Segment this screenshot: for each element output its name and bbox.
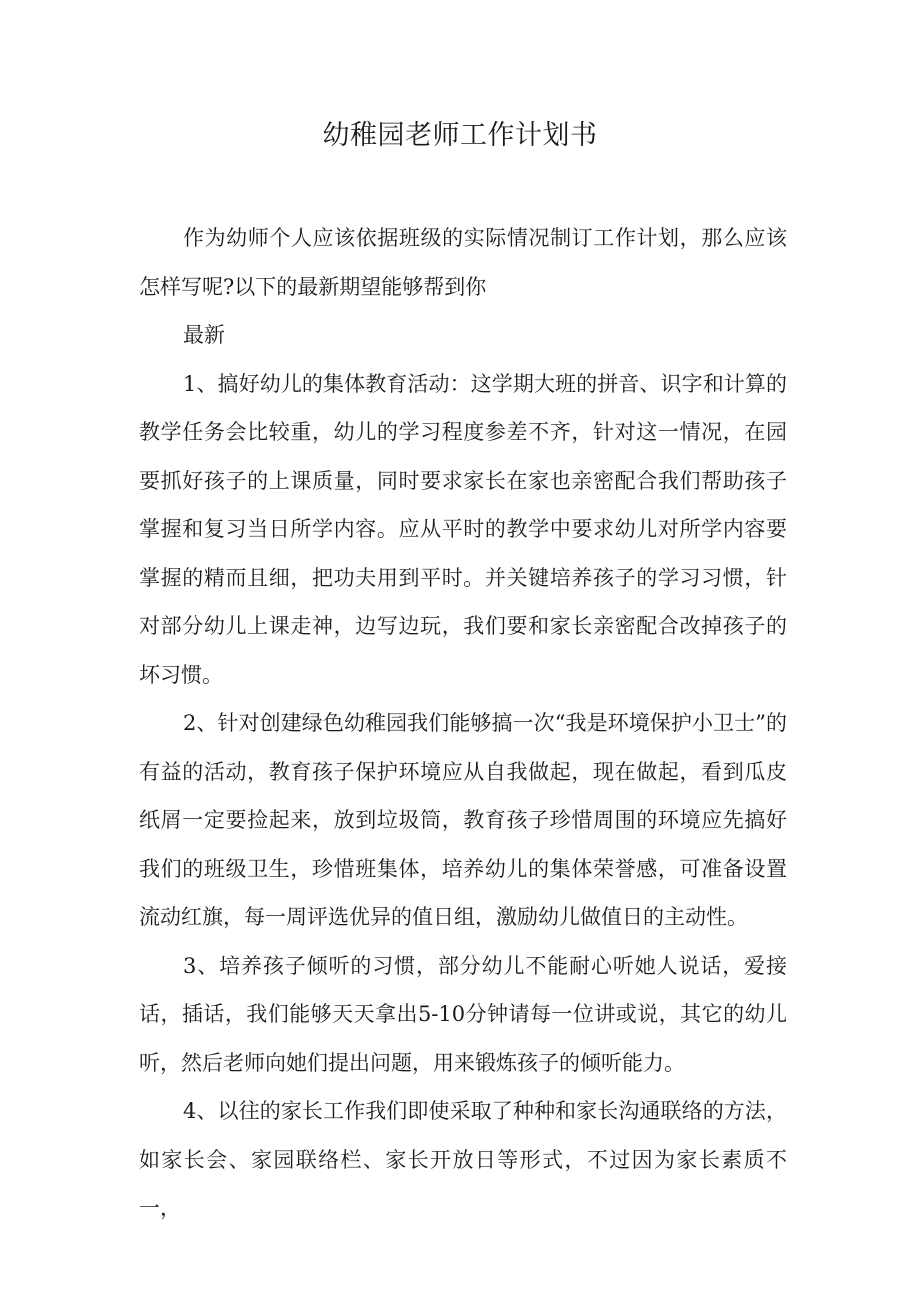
item-1-paragraph: 1、搞好幼儿的集体教育活动：这学期大班的拼音、识字和计算的教学任务会比较重，幼儿的学习程度参差不齐，针对这一情况，在园要抓好孩子的上课质量，同时要求家长在家也亲密配合我们帮助孩子掌握和复习当日所学内容。应从平时的教学中要求幼儿对所学内容要掌握的精而且细，把功夫用到平时。并关键培养孩子的学习习惯，针对部分幼儿上课走神，边写边玩，我们要和家长亲密配合改掉孩子的坏习惯。 (139, 371, 787, 687)
intro-paragraph: 作为幼师个人应该依据班级的实际情况制订工作计划，那么应该怎样写呢?以下的最新期望能够帮到你 (139, 226, 787, 299)
section-heading-paragraph: 最新 (183, 323, 225, 347)
item-4-paragraph: 4、以往的家长工作我们即使采取了种种和家长沟通联络的方法，如家长会、家园联络栏、家长开放日等形式，不过因为家长素质不一， (139, 1099, 787, 1220)
item-2-paragraph: 2、针对创建绿色幼稚园我们能够搞一次“我是环境保护小卫士”的有益的活动，教育孩子保护环境应从自我做起，现在做起，看到瓜皮纸屑一定要捡起来，放到垃圾筒，教育孩子珍惜周围的环境应先搞好我们的班级卫生，珍惜班集体，培养幼儿的集体荣誉感，可准备设置流动红旗，每一周评选优异的值日组，激励幼儿做值日的主动性。 (139, 711, 787, 929)
item-3-paragraph: 3、培养孩子倾听的习惯，部分幼儿不能耐心听她人说话，爱接话，插话，我们能够天天拿出5-10分钟请每一位讲或说，其它的幼儿听，然后老师向她们提出问题，用来锻炼孩子的倾听能力。 (139, 953, 787, 1075)
document-body (139, 214, 787, 1233)
document-title: 幼稚园老师工作计划书 (322, 120, 598, 151)
